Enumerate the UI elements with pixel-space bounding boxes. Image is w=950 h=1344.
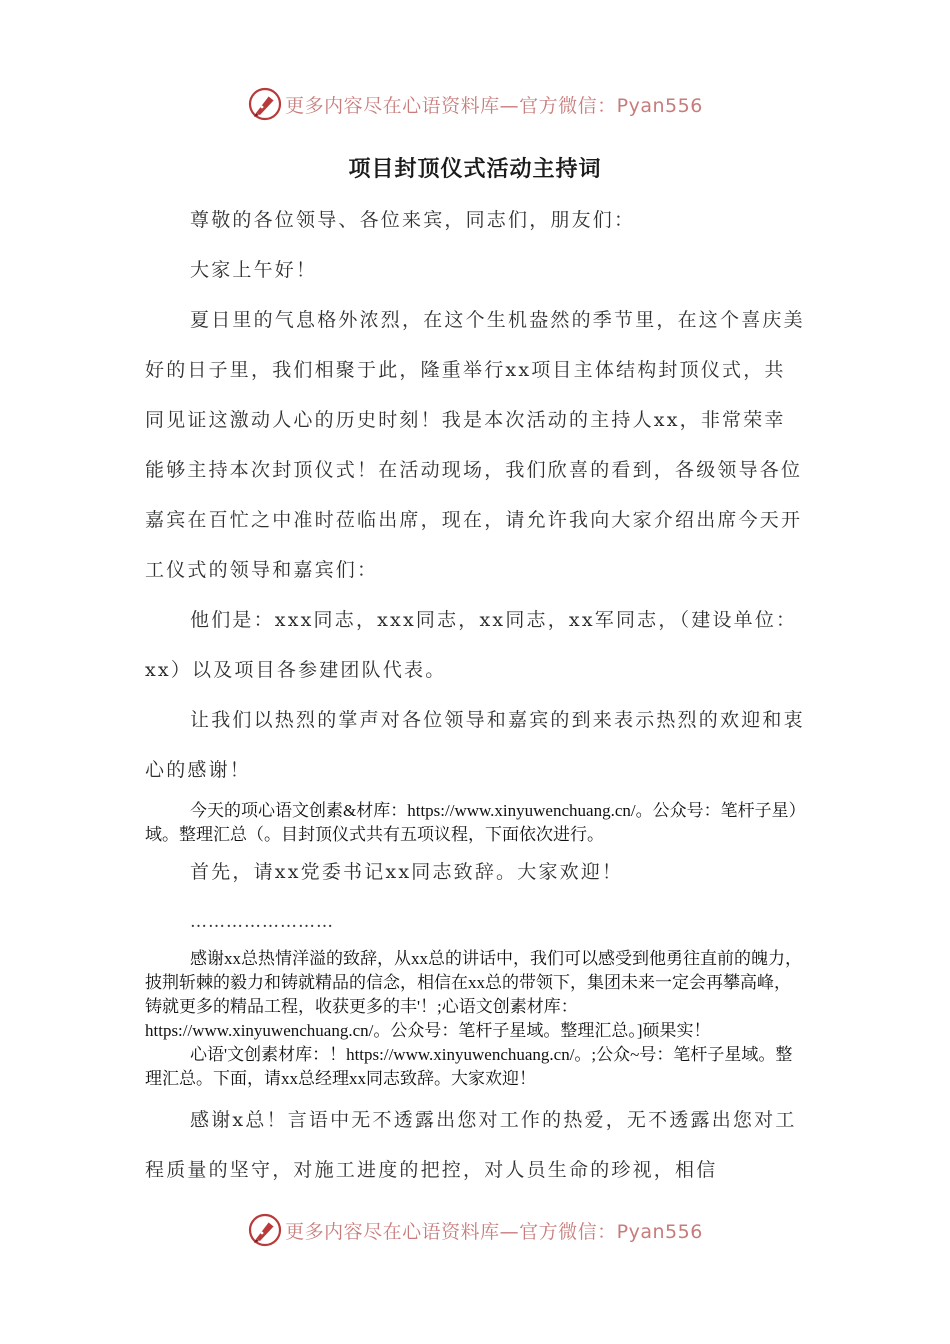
header-banner-text: 更多内容尽在心语资料库—官方微信：Pyan556 (285, 94, 703, 117)
paragraph-first-speech: 首先，请xx党委书记xx同志致辞。大家欢迎！ (190, 861, 624, 883)
paragraph-salutation: 尊敬的各位领导、各位来宾，同志们，朋友们： (190, 209, 636, 231)
document-title: 项目封顶仪式活动主持词 (348, 157, 602, 182)
ellipsis-separator: …………………… (190, 912, 334, 932)
pen-nib-logo-icon (247, 1212, 283, 1248)
paragraph-opening: 夏日里的气息格外浓烈，在这个生机盎然的季节里，在这个喜庆美好的日子里，我们相聚于此，隆重举行xx项目主体结构封顶仪式，共同见证这激动人心的历史时刻！我是本次活动的主持人xx，非常荣幸能够主持本次封顶仪式！在活动现场，我们欣喜的看到，各级领导各位嘉宾在百忙之中准时莅临出席，现在，请允许我向大家介绍出席今天开工仪式的领导和嘉宾们： (145, 309, 805, 581)
footer-banner (0, 1208, 950, 1252)
header-banner (0, 82, 950, 126)
paragraph-greeting: 大家上午好！ (190, 259, 318, 281)
document-body (145, 195, 805, 1195)
pen-nib-logo-icon (247, 86, 283, 122)
paragraph-guests: 他们是：xxx同志，xxx同志，xx同志，xx军同志，（建设单位：xx）以及项目各参建团队代表。 (145, 609, 798, 681)
paragraph-thanks-speech: 感谢xx总热情洋溢的致辞，从xx总的讲话中，我们可以感受到他勇往直前的魄力，披荆斩棘的毅力和铸就精品的信念，相信在xx总的带领下，集团未来一定会再攀高峰，铸就更多的精品工程，收获更多的丰'！;心语文创素材库：https://www.xinyuwenchuang.cn/。公众号：笔杆子星域。整理汇总。]硕果实！ (145, 949, 802, 1040)
footer-banner-text: 更多内容尽在心语资料库—官方微信：Pyan556 (285, 1220, 703, 1243)
paragraph-closing: 感谢x总！言语中无不透露出您对工作的热爱，无不透露出您对工程质量的坚守，对施工进度的把控，对人员生命的珍视，相信 (145, 1109, 797, 1181)
paragraph-second-speech: 心语'文创素材库：！https://www.xinyuwenchuang.cn/。;公众~号：笔杆子星域。整理汇总。下面，请xx总经理xx同志致辞。大家欢迎！ (145, 1045, 793, 1088)
paragraph-agenda: 今天的项心语文创素&材库：https://www.xinyuwenchuang.cn/。公众号：笔杆子星）域。整理汇总（。目封顶仪式共有五项议程，下面依次进行。 (145, 801, 798, 844)
paragraph-welcome: 让我们以热烈的掌声对各位领导和嘉宾的到来表示热烈的欢迎和衷心的感谢！ (145, 709, 805, 781)
